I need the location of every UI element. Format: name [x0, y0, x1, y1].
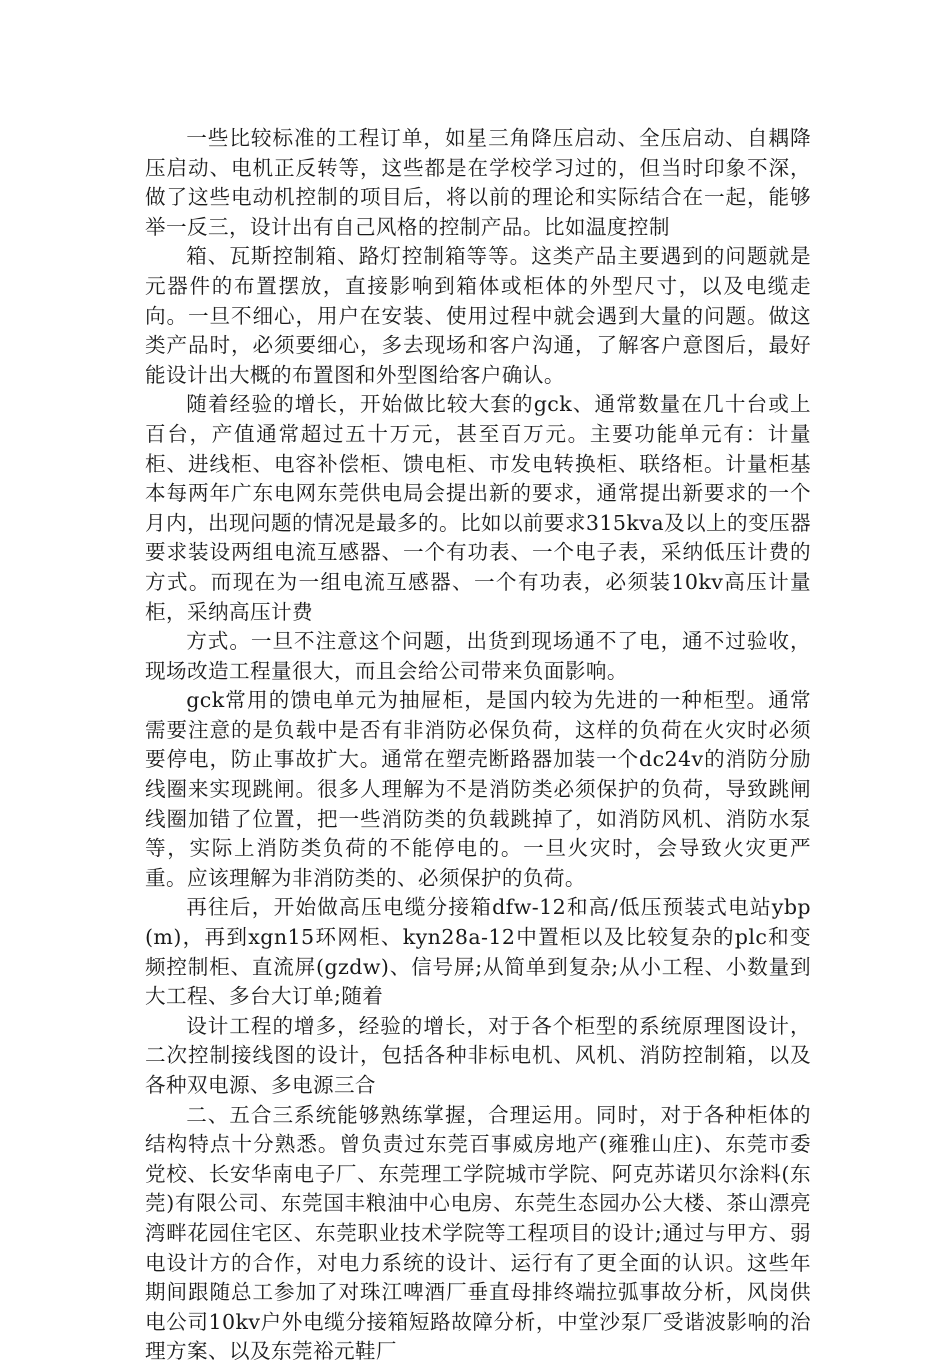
- document-body: [145, 124, 811, 1367]
- paragraph: 随着经验的增长，开始做比较大套的gck、通常数量在几十台或上百台，产值通常超过五十万元，甚至百万元。主要功能单元有：计量柜、进线柜、电容补偿柜、馈电柜、市发电转换柜、联络柜。计量柜基本每两年广东电网东莞供电局会提出新的要求，通常提出新要求的一个月内，出现问题的情况是最多的。比如以前要求315kva及以上的变压器要求装设两组电流互感器、一个有功表、一个电子表，采纳低压计费的方式。而现在为一组电流互感器、一个有功表，必须装10kv高压计量柜，采纳高压计费: [145, 392, 811, 624]
- paragraph: 方式。一旦不注意这个问题，出货到现场通不了电，通不过验收，现场改造工程量很大，而且会给公司带来负面影响。: [145, 629, 811, 683]
- paragraph: gck常用的馈电单元为抽屉柜，是国内较为先进的一种柜型。通常需要注意的是负载中是否有非消防必保负荷，这样的负荷在火灾时必须要停电，防止事故扩大。通常在塑壳断路器加装一个dc24v的消防分励线圈来实现跳闸。很多人理解为不是消防类必须保护的负荷，导致跳闸线圈加错了位置，把一些消防类的负载跳掉了，如消防风机、消防水泵等，实际上消防类负荷的不能停电的。一旦火灾时，会导致火灾更严重。应该理解为非消防类的、必须保护的负荷。: [145, 688, 811, 890]
- paragraph: 再往后，开始做高压电缆分接箱dfw-12和高/低压预装式电站ybp(m)，再到xgn15环网柜、kyn28a-12中置柜以及比较复杂的plc和变频控制柜、直流屏(gzdw)、信号屏;从简单到复杂;从小工程、小数量到大工程、多台大订单;随着: [145, 895, 811, 1009]
- paragraph: 箱、瓦斯控制箱、路灯控制箱等等。这类产品主要遇到的问题就是元器件的布置摆放，直接影响到箱体或柜体的外型尺寸，以及电缆走向。一旦不细心，用户在安装、使用过程中就会遇到大量的问题。做这类产品时，必须要细心，多去现场和客户沟通，了解客户意图后，最好能设计出大概的布置图和外型图给客户确认。: [145, 244, 811, 387]
- paragraph: 设计工程的增多，经验的增长，对于各个柜型的系统原理图设计，二次控制接线图的设计，包括各种非标电机、风机、消防控制箱，以及各种双电源、多电源三合: [145, 1013, 811, 1097]
- paragraph: 一些比较标准的工程订单，如星三角降压启动、全压启动、自耦降压启动、电机正反转等，这些都是在学校学习过的，但当时印象不深，做了这些电动机控制的项目后，将以前的理论和实际结合在一起，能够举一反三，设计出有自己风格的控制产品。比如温度控制: [145, 126, 811, 239]
- paragraph: 二、五合三系统能够熟练掌握，合理运用。同时，对于各种柜体的结构特点十分熟悉。曾负责过东莞百事威房地产(雍雅山庄)、东莞市委党校、长安华南电子厂、东莞理工学院城市学院、阿克苏诺贝尔涂料(东莞)有限公司、东莞国丰粮油中心电房、东莞生态园办公大楼、茶山漂亮湾畔花园住宅区、东莞职业技术学院等工程项目的设计;通过与甲方、弱电设计方的合作，对电力系统的设计、运行有了更全面的认识。这些年期间跟随总工参加了对珠江啤酒厂垂直母排终端拉弧事故分析，风岗供电公司10kv户外电缆分接箱短路故障分析，中堂沙泵厂受谐波影响的治理方案、以及东莞裕元鞋厂: [145, 1102, 811, 1364]
